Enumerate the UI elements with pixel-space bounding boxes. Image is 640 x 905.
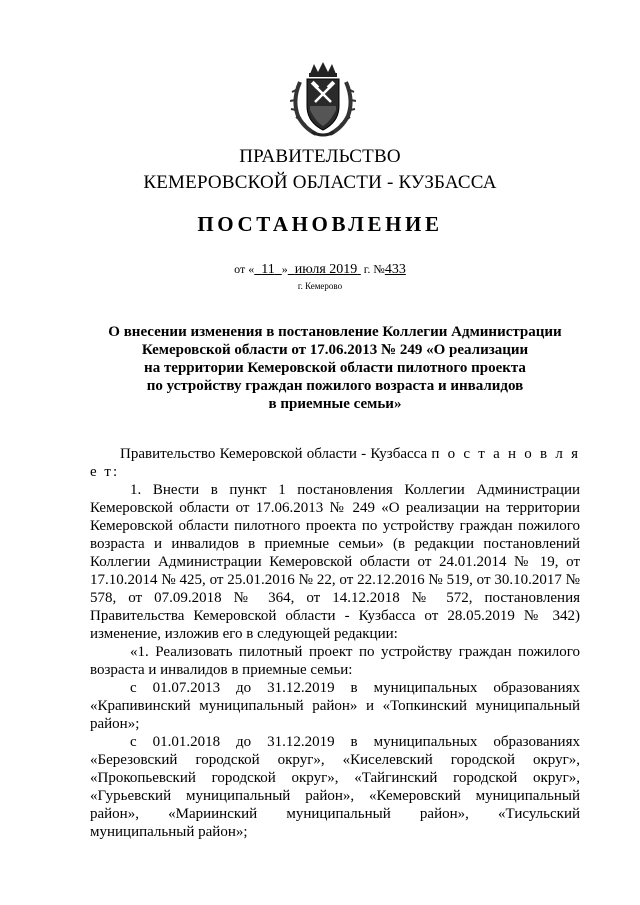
- document-date-number-line: [0, 262, 640, 278]
- resolves-word: п о с т а н о в л я е т:: [90, 446, 580, 480]
- paragraph-1: 1. Внести в пункт 1 постановления Коллегии Администрации Кемеровской области от 17.06.2013 № 249 «О реализации на территории Кемеровской области пилотного проекта по устройству граждан пожилого возраста и инвалидов в приемные семьи» (в редакции постановлений Коллегии Администрации Кемеровской области от 24.01.2014 № 19, от 17.10.2014 № 425, от 25.01.2016 № 22, от 22.12.2016 № 519, от 30.10.2017 № 578, от 07.09.2018 № 364, от 14.12.2018 № 572, постановления Правительства Кемеровской области - Кузбасса от 28.05.2019 № 342) изменение, изложив его в следующей редакции:: [90, 482, 580, 642]
- date-prefix: от «: [234, 262, 255, 276]
- intro-paragraph: Правительство Кемеровской области - Кузбасса п о с т а н о в л я е т:: [90, 446, 580, 480]
- government-name-line1: ПРАВИТЕЛЬСТВО: [239, 146, 401, 167]
- paragraph-3: с 01.07.2013 до 31.12.2019 в муниципальных образованиях «Крапивинский муниципальный район» и «Топкинский муниципальный район»;: [90, 680, 580, 732]
- title-line: О внесении изменения в постановление Коллегии Администрации: [108, 324, 562, 340]
- paragraph-4: с 01.01.2018 до 31.12.2019 в муниципальных образованиях «Березовский городской округ», «Киселевский городской округ», «Прокопьевский городской округ», «Тайгинский городской округ», «Гурьевский муниципальный район», «Кемеровский муниципальный район», «Мариинский муниципальный район», «Тисульский муниципальный район»;: [90, 734, 580, 840]
- number-prefix: №: [373, 262, 385, 276]
- date-month-year: июля 2019: [294, 262, 358, 277]
- government-name-line2: КЕМЕРОВСКОЙ ОБЛАСТИ - КУЗБАССА: [143, 172, 497, 193]
- document-number: 433: [384, 262, 406, 277]
- document-body: [90, 445, 580, 841]
- city-name: г. Кемерово: [297, 281, 343, 291]
- paragraph-2: «1. Реализовать пилотный проект по устройству граждан пожилого возраста и инвалидов в приемные семьи:: [90, 644, 580, 678]
- date-mid: »: [281, 262, 288, 276]
- document-title: [90, 323, 580, 413]
- title-line: Кемеровской области от 17.06.2013 № 249 «О реализации: [141, 342, 529, 358]
- title-line: на территории Кемеровской области пилотного проекта: [144, 360, 526, 376]
- title-line: по устройству граждан пожилого возраста и инвалидов: [146, 378, 524, 394]
- document-type-heading: ПОСТАНОВЛЕНИЕ: [197, 212, 443, 236]
- date-day: 11: [261, 262, 275, 277]
- year-suffix: г.: [363, 262, 371, 276]
- kemerovo-coat-of-arms-icon: [290, 60, 356, 138]
- title-line: в приемные семьи»: [268, 396, 402, 412]
